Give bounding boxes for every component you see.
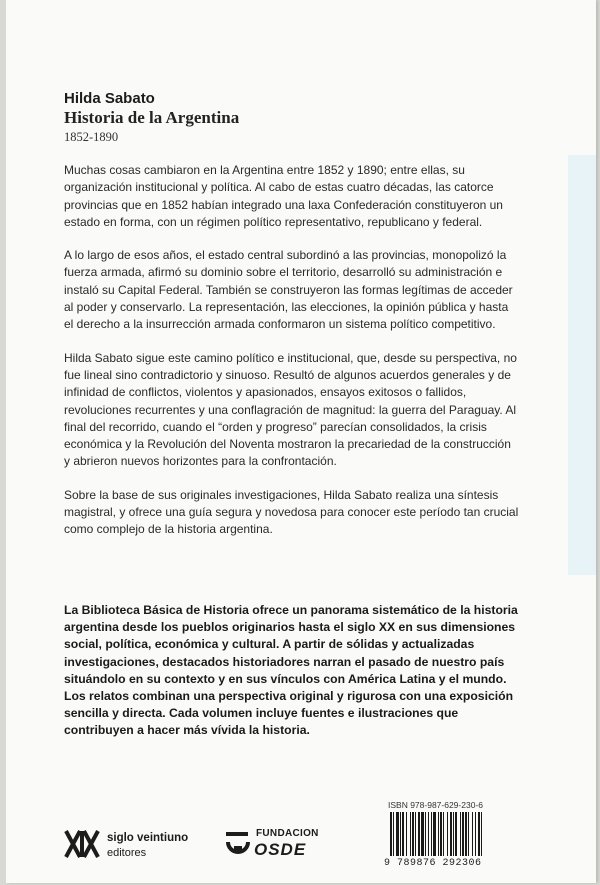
barcode-bar	[396, 812, 399, 856]
barcode-bar	[440, 812, 442, 856]
barcode-bar	[400, 812, 401, 856]
barcode-bars	[384, 812, 514, 858]
barcode-bar	[460, 812, 461, 856]
barcode-bar	[462, 812, 464, 856]
barcode-bar	[418, 812, 420, 856]
fundacion-osde-logo	[224, 828, 334, 864]
barcode-bar	[453, 812, 454, 856]
barcode-bar	[465, 812, 467, 856]
barcode-bar	[421, 812, 424, 856]
publisher-sub: editores	[107, 847, 147, 859]
back-cover	[6, 0, 596, 883]
barcode-bar	[415, 812, 416, 856]
barcode-bar	[433, 812, 436, 856]
publisher-name: siglo veintiuno	[107, 832, 189, 844]
barcode-bar	[450, 812, 452, 856]
barcode-bar	[410, 812, 411, 856]
barcode-bar	[425, 812, 426, 856]
footer	[6, 795, 596, 885]
synopsis-paragraph: Sobre la base de sus originales investigaciones, Hilda Sabato realiza una síntesis magistral, y ofrece una guía segura y novedosa para conocer este período tan crucial como complejo de la historia argentina.	[64, 487, 519, 537]
isbn-text: ISBN 978-987-629-230-6	[388, 800, 483, 810]
barcode-bar	[406, 812, 407, 856]
foundation-name: OSDE	[254, 840, 307, 859]
ean-digits: 9 789876 292306	[384, 858, 482, 869]
barcode-bar	[468, 812, 469, 856]
book-years: 1852-1890	[64, 130, 119, 144]
barcode-bar	[447, 812, 448, 856]
siglo-veintiuno-logo	[64, 829, 204, 863]
barcode-bar	[481, 812, 482, 856]
barcode-bar	[438, 812, 439, 856]
series-description: La Biblioteca Básica de Historia ofrece un panorama sistemático de la historia argentina desde los pueblos originarios hasta el siglo XX en sus dimensiones social, política, económica y cultural. A partir de sólidas y actualizadas investigaciones, destacados historiadores narran el pasado de nuestro país situándolo en su contexto y en sus vínculos con América Latina y el mundo. Los relatos combinan una perspectiva original y rigurosa con una exposición sencilla y directa. Cada volumen incluye fuentes e ilustraciones que contribuyen a hacer más vívida la historia.	[64, 603, 518, 738]
barcode-bar	[402, 812, 404, 856]
barcode-bar	[393, 812, 394, 856]
barcode-bar	[443, 812, 444, 856]
barcode-bar	[390, 812, 392, 856]
synopsis-paragraph: A lo largo de esos años, el estado central subordinó a las provincias, monopolizó la fuerza armada, afirmó su dominio sobre el territorio, desarrolló su administración e instaló su Capital Federal. También se construyeron las formas legítimas de acceder al poder y conservarlo. La representación, las elecciones, la opinión pública y hasta el derecho a la insurrección armada conformaron un sistema político competitivo.	[64, 248, 513, 332]
barcode-bar	[478, 812, 480, 856]
barcode-bar	[472, 812, 473, 856]
siglo-veintiuno-mark-icon	[64, 829, 102, 859]
osde-mark-icon	[224, 828, 252, 862]
foundation-label: FUNDACION	[256, 828, 319, 839]
accent-strip	[568, 155, 596, 575]
barcode-bar	[412, 812, 414, 856]
barcode	[384, 798, 514, 872]
barcode-bar	[431, 812, 432, 856]
synopsis-paragraph: Hilda Sabato sigue este camino político e institucional, que, desde su perspectiva, no fue lineal sino contradictorio y sinuoso. Resultó de algunos acuerdos generales y de infinidad de conflictos, violentos y apasionados, ensayos exitosos o fallidos, revoluciones recurrentes y una conflagración de magnitud: la guerra del Paraguay. Al final del recorrido, cuando el “orden y progreso” parecían consolidados, la crisis económica y la Revolución del Noventa mostraron la precariedad de la construcción y abrieron nuevos horizontes para la confrontación.	[64, 350, 517, 469]
barcode-bar	[475, 812, 476, 856]
barcode-bar	[428, 812, 429, 856]
barcode-bar	[455, 812, 457, 856]
synopsis-paragraph: Muchas cosas cambiaron en la Argentina entre 1852 y 1890; entre ellas, su organización institucional y política. Al cabo de estas cuatro décadas, las catorce provincias que en 1852 habían integrado una laxa Confederación constituyeron un estado en forma, con un régimen político representativo, republicano y federal.	[64, 163, 503, 229]
synopsis	[64, 162, 519, 555]
book-title: Historia de la Argentina	[64, 108, 240, 127]
author-name: Hilda Sabato	[64, 90, 155, 107]
